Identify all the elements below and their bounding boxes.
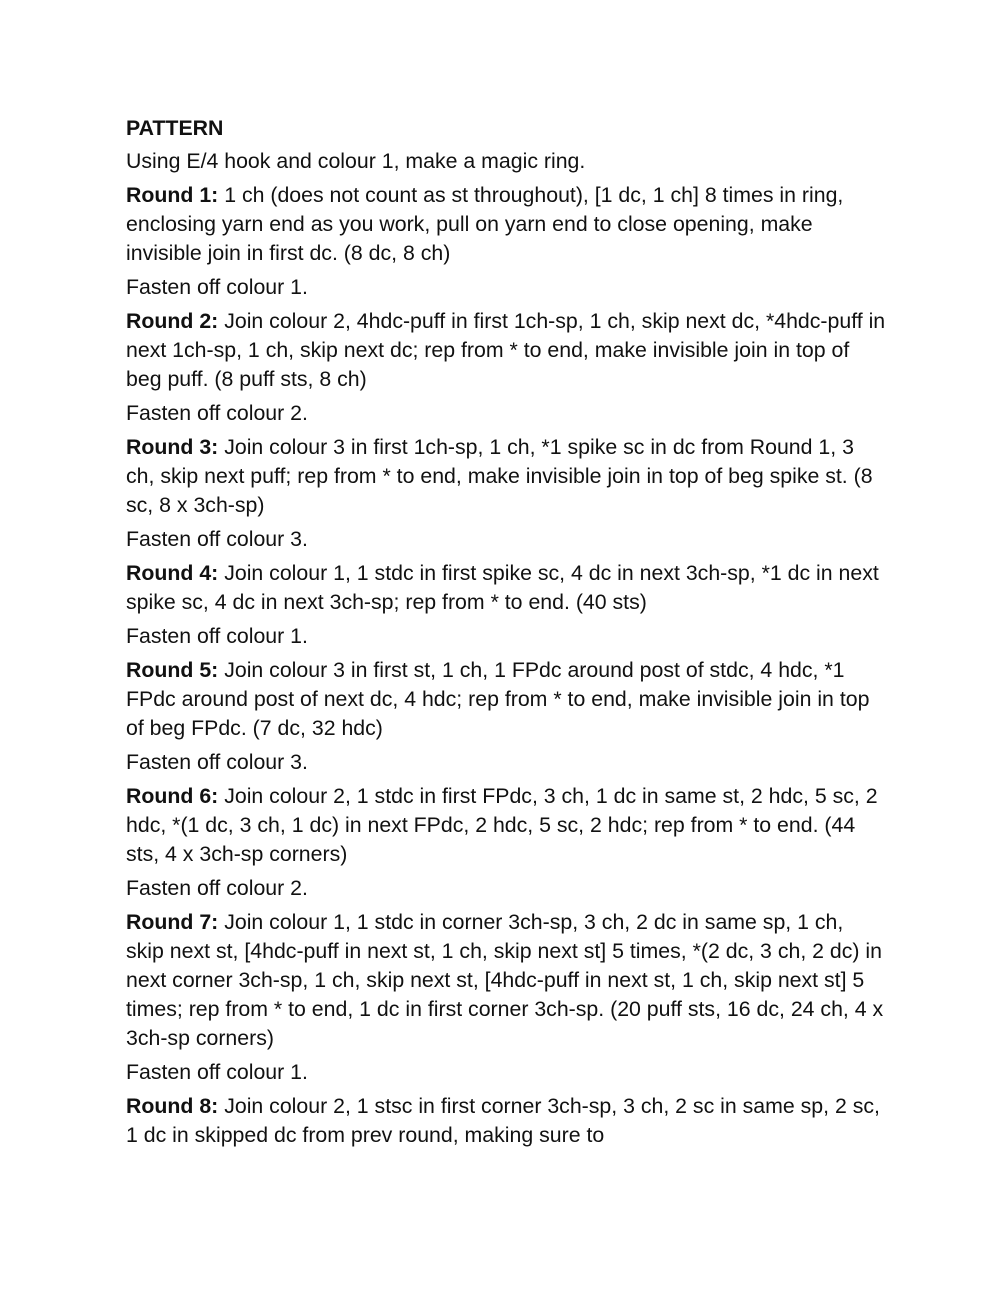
- round-text: Join colour 3 in first 1ch-sp, 1 ch, *1 spike sc in dc from Round 1, 3 ch, skip next puff; rep from * to end, make invisible join in top of beg spike st. (8 sc, 8 x 3ch-sp): [126, 435, 873, 517]
- fasten-off-2: Fasten off colour 2.: [126, 401, 308, 425]
- round-4: [126, 559, 886, 617]
- intro-text: Using E/4 hook and colour 1, make a magic ring.: [126, 149, 586, 173]
- round-2: [126, 307, 886, 394]
- fasten-off-3: Fasten off colour 3.: [126, 527, 308, 551]
- round-label: Round 6:: [126, 784, 219, 808]
- pattern-heading: PATTERN: [126, 116, 224, 140]
- round-text: Join colour 2, 1 stsc in first corner 3ch-sp, 3 ch, 2 sc in same sp, 2 sc, 1 dc in skipped dc from prev round, making sure to: [126, 1094, 880, 1147]
- round-text: Join colour 3 in first st, 1 ch, 1 FPdc around post of stdc, 4 hdc, *1 FPdc around post of next dc, 4 hdc; rep from * to end, make invisible join in top of beg FPdc. (7 dc, 32 hdc): [126, 658, 870, 740]
- round-7: [126, 908, 886, 1053]
- round-8: [126, 1092, 886, 1150]
- round-label: Round 7:: [126, 910, 219, 934]
- round-6: [126, 782, 886, 869]
- round-1: [126, 181, 886, 268]
- round-text: 1 ch (does not count as st throughout), [1 dc, 1 ch] 8 times in ring, enclosing yarn end as you work, pull on yarn end to close opening, make invisible join in first dc. (8 dc, 8 ch): [126, 183, 844, 265]
- round-text: Join colour 1, 1 stdc in corner 3ch-sp, 3 ch, 2 dc in same sp, 1 ch, skip next st, [4hdc-puff in next st, 1 ch, skip next st] 5 times, *(2 dc, 3 ch, 2 dc) in next corner 3ch-sp, 1 ch, skip next st, [4hdc-puff in next st, 1 ch, skip next st] 5 times; rep from * to end, 1 dc in first corner 3ch-sp. (20 puff sts, 16 dc, 24 ch, 4 x 3ch-sp corners): [126, 910, 884, 1050]
- round-label: Round 8:: [126, 1094, 219, 1118]
- pattern-page: [126, 114, 886, 1155]
- fasten-off-4: Fasten off colour 1.: [126, 624, 308, 648]
- round-text: Join colour 1, 1 stdc in first spike sc, 4 dc in next 3ch-sp, *1 dc in next spike sc, 4 dc in next 3ch-sp; rep from * to end. (40 sts): [126, 561, 879, 614]
- fasten-off-7: Fasten off colour 1.: [126, 1060, 308, 1084]
- fasten-off-6: Fasten off colour 2.: [126, 876, 308, 900]
- round-label: Round 1:: [126, 183, 219, 207]
- round-label: Round 5:: [126, 658, 219, 682]
- round-label: Round 2:: [126, 309, 219, 333]
- round-5: [126, 656, 886, 743]
- fasten-off-1: Fasten off colour 1.: [126, 275, 308, 299]
- round-label: Round 3:: [126, 435, 219, 459]
- fasten-off-5: Fasten off colour 3.: [126, 750, 308, 774]
- round-text: Join colour 2, 4hdc-puff in first 1ch-sp, 1 ch, skip next dc, *4hdc-puff in next 1ch-sp, 1 ch, skip next dc; rep from * to end, make invisible join in top of beg puff. (8 puff sts, 8 ch): [126, 309, 886, 391]
- round-3: [126, 433, 886, 520]
- round-label: Round 4:: [126, 561, 219, 585]
- round-text: Join colour 2, 1 stdc in first FPdc, 3 ch, 1 dc in same st, 2 hdc, 5 sc, 2 hdc, *(1 dc, 3 ch, 1 dc) in next FPdc, 2 hdc, 5 sc, 2 hdc; rep from * to end. (44 sts, 4 x 3ch-sp corners): [126, 784, 878, 866]
